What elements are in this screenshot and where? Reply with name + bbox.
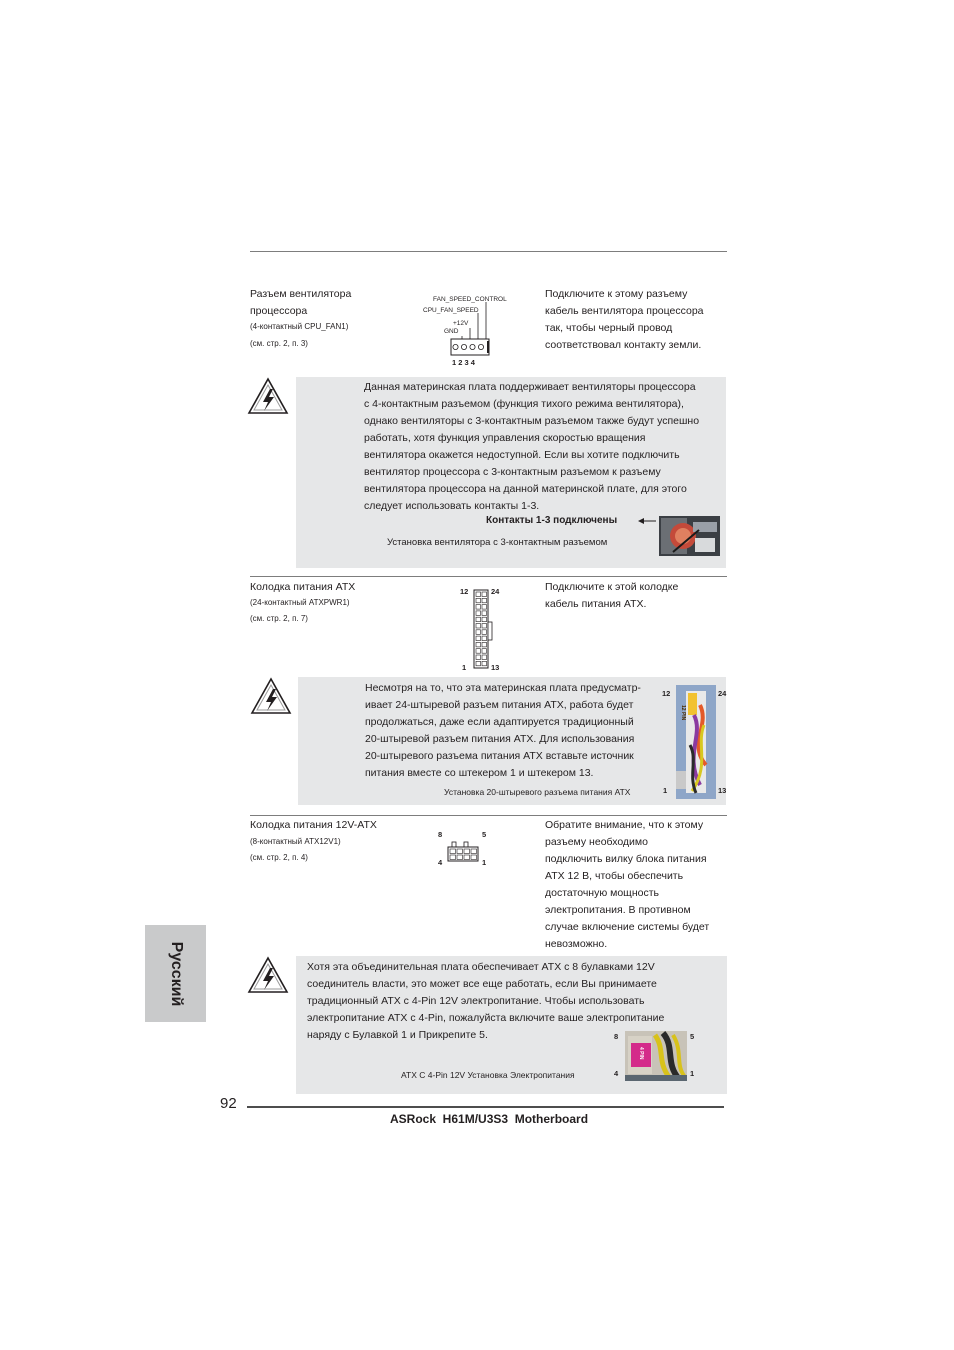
cpu-fan-speed-label: CPU_FAN_SPEED bbox=[423, 307, 479, 314]
language-tab bbox=[145, 925, 206, 1022]
atx-photo-pin-1: 1 bbox=[663, 786, 668, 795]
atx-20pin-caption: Установка 20-штыревого разъема питания ATX bbox=[444, 787, 631, 797]
atx12v-pin-1: 1 bbox=[482, 858, 487, 867]
atx12v-4pin-photo bbox=[625, 1031, 687, 1081]
fan-3pin-photo bbox=[659, 516, 720, 556]
warning-icon bbox=[249, 676, 293, 716]
atx-20pin-photo bbox=[676, 685, 716, 799]
atx-photo-label: 12 PIN bbox=[680, 705, 686, 721]
atx-pin-1: 1 bbox=[462, 663, 467, 672]
atx12v-type: (8-контактный ATX12V1) bbox=[250, 837, 341, 846]
atx12v-ref: (см. стр. 2, п. 4) bbox=[250, 853, 308, 862]
header-rule bbox=[250, 251, 727, 252]
cpu-fan-diagram bbox=[420, 292, 520, 372]
atx12v-pin-8: 8 bbox=[438, 830, 443, 839]
atx-pin-24: 24 bbox=[491, 587, 500, 596]
plus12v-label: +12V bbox=[453, 320, 469, 327]
page-number: 92 bbox=[220, 1095, 237, 1112]
atx12v-photo-pin-5: 5 bbox=[690, 1032, 695, 1041]
atx-type: (24-контактный ATXPWR1) bbox=[250, 598, 350, 607]
atx12v-4pin-caption: ATX С 4-Pin 12V Установка Электропитания bbox=[401, 1070, 575, 1080]
atx12v-pin-5: 5 bbox=[482, 830, 487, 839]
atx-pin-13: 13 bbox=[491, 663, 500, 672]
atx-photo-pin-24: 24 bbox=[718, 689, 727, 698]
atx12v-description: Обратите внимание, что к этому разъему необходимо подключить вилку блока питания ATX 12 В, чтобы обеспечить достаточную мощность электропитания. В противном случае включение системы будет невозможно. bbox=[545, 819, 710, 950]
atx12v-title: Колодка питания 12V-ATX bbox=[250, 819, 377, 831]
gnd-label: GND bbox=[444, 328, 459, 335]
atx-description: Подключите к этой колодке кабель питания ATX. bbox=[545, 581, 679, 610]
language-tab-label: Русский bbox=[167, 941, 185, 1006]
fan-speed-control-label: FAN_SPEED_CONTROL bbox=[433, 296, 507, 303]
atx-24pin-diagram bbox=[455, 584, 515, 676]
warning-icon bbox=[246, 955, 290, 995]
atx12v-8pin-diagram bbox=[432, 828, 492, 872]
atx12v-pin-4: 4 bbox=[438, 858, 443, 867]
fan-3pin-caption: Установка вентилятора с 3-контактным разъемом bbox=[387, 537, 608, 548]
section-rule-atx12v bbox=[250, 815, 727, 816]
note-fan-text: Данная материнская плата поддерживает вентиляторы процессора с 4-контактным разъемом (функция тихого режима вентилятора), однако вентиляторы с 3-контактным разъемом также будут успешно работать, хотя функция управления скоростью вращения вентилятора окажется недоступной. Если вы хотите подключить вентилятор процессора с 3-контактным разъемом к разъему вентилятора процессора на данной материнской плате, для этого следует использовать контакты 1-3. bbox=[364, 381, 700, 512]
arrow-left-icon bbox=[637, 516, 657, 526]
cpu-fan-description: Подключите к этому разъему кабель вентилятора процессора так, чтобы черный провод соответствовал контакту земли. bbox=[545, 288, 704, 351]
section-rule-atx bbox=[250, 576, 727, 577]
cpu-fan-title: Разъем вентилятора процессора bbox=[250, 288, 352, 317]
atx12v-photo-pin-1: 1 bbox=[690, 1069, 695, 1078]
atx-photo-pin-13: 13 bbox=[718, 786, 727, 795]
atx-title: Колодка питания ATX bbox=[250, 581, 356, 593]
product-name: ASRock H61M/U3S3 Motherboard bbox=[390, 1112, 589, 1126]
atx-photo-pin-12: 12 bbox=[662, 689, 671, 698]
atx12v-photo-label: 4 PIN bbox=[638, 1047, 644, 1060]
atx12v-photo-pin-4: 4 bbox=[614, 1069, 619, 1078]
footer-rule bbox=[247, 1106, 724, 1108]
pins-connected-label: Контакты 1-3 подключены bbox=[486, 515, 618, 526]
atx-ref: (см. стр. 2, п. 7) bbox=[250, 614, 308, 623]
atx12v-connector-drawing bbox=[432, 828, 492, 872]
atx-pin-12: 12 bbox=[460, 587, 469, 596]
fan-pin-numbers: 1 2 3 4 bbox=[452, 358, 475, 367]
note-atx-text: Несмотря на то, что эта материнская плата предусматр- ивает 24-штыревой разъем питания ATX, работа будет продолжаться, даже если адаптируется традиционный 20-штыревой разъем питания ATX. Для использования 20-штыревого разъема питания ATX вставьте источник питания вместе со штекером 1 и штекером 13. bbox=[365, 682, 641, 779]
note-atx12v-text: Хотя эта объединительная плата обеспечивает ATX с 8 булавками 12V соединитель власти, это может все еще работать, если Вы принимаете традиционный ATX с 4-Pin 12V электропитание. Чтобы использовать электропитание ATX с 4-Pin, пожалуйста включите ваше электропитание наряду с Булавкой 1 и Прикрепите 5. bbox=[307, 961, 665, 1041]
warning-icon bbox=[246, 376, 290, 416]
cpu-fan-type: (4-контактный CPU_FAN1) bbox=[250, 322, 349, 331]
atx12v-photo-pin-8: 8 bbox=[614, 1032, 619, 1041]
cpu-fan-ref: (см. стр. 2, п. 3) bbox=[250, 339, 308, 348]
atx-connector-drawing bbox=[455, 584, 515, 676]
